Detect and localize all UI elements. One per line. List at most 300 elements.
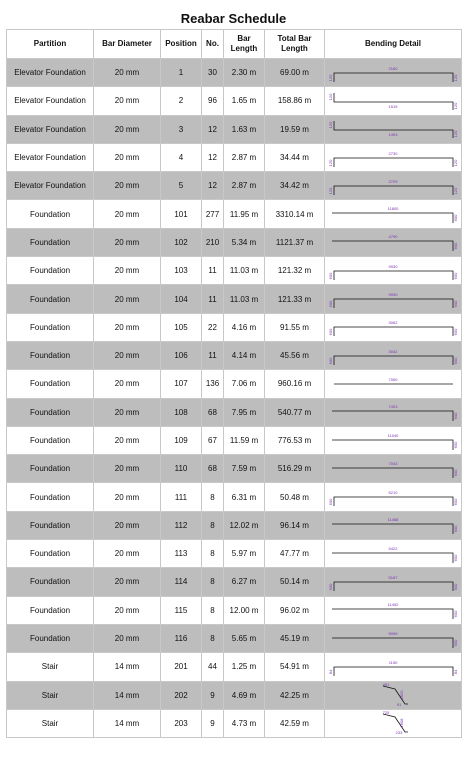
cell-partition: Stair bbox=[7, 681, 94, 709]
table-row bbox=[7, 143, 462, 171]
cell-count: 22 bbox=[202, 313, 224, 341]
col-header-position: Position bbox=[161, 30, 202, 59]
cell-partition: Foundation bbox=[7, 455, 94, 483]
cell-partition: Foundation bbox=[7, 257, 94, 285]
cell-count: 210 bbox=[202, 228, 224, 256]
cell-position: 202 bbox=[161, 681, 202, 709]
cell-total-bar-length: 34.42 m bbox=[265, 172, 325, 200]
bend-label-right-leg: 600 bbox=[452, 498, 458, 506]
cell-position: 103 bbox=[161, 257, 202, 285]
cell-bar-length: 11.03 m bbox=[224, 257, 265, 285]
bar-shape-l bbox=[332, 411, 453, 421]
cell-bar-length: 4.16 m bbox=[224, 313, 265, 341]
bend-label-main: 11452 bbox=[387, 602, 398, 608]
cell-position: 105 bbox=[161, 313, 202, 341]
cell-position: 107 bbox=[161, 370, 202, 398]
table-row bbox=[7, 228, 462, 256]
cell-count: 11 bbox=[202, 285, 224, 313]
bar-shape-u bbox=[334, 299, 453, 308]
cell-count: 12 bbox=[202, 143, 224, 171]
cell-partition: Elevator Foundation bbox=[7, 115, 94, 143]
table-row bbox=[7, 59, 462, 87]
cell-total-bar-length: 91.55 m bbox=[265, 313, 325, 341]
cell-partition: Foundation bbox=[7, 313, 94, 341]
table-row bbox=[7, 398, 462, 426]
cell-bending-detail bbox=[325, 370, 462, 398]
cell-bar-diameter: 20 mm bbox=[94, 398, 161, 426]
table-row bbox=[7, 87, 462, 115]
bending-detail-diagram bbox=[329, 116, 458, 142]
cell-bar-diameter: 20 mm bbox=[94, 455, 161, 483]
cell-bending-detail bbox=[325, 285, 462, 313]
table-row bbox=[7, 596, 462, 624]
bend-label-slope: 1608 bbox=[398, 719, 404, 728]
cell-total-bar-length: 96.02 m bbox=[265, 596, 325, 624]
cell-bar-length: 1.25 m bbox=[224, 653, 265, 681]
bend-label-bottom: 91 bbox=[396, 702, 401, 708]
cell-count: 9 bbox=[202, 681, 224, 709]
cell-position: 109 bbox=[161, 426, 202, 454]
cell-bar-length: 6.27 m bbox=[224, 568, 265, 596]
bending-detail-diagram bbox=[329, 343, 458, 369]
cell-count: 8 bbox=[202, 568, 224, 596]
bar-shape-l bbox=[332, 609, 453, 619]
cell-partition: Elevator Foundation bbox=[7, 87, 94, 115]
cell-total-bar-length: 50.14 m bbox=[265, 568, 325, 596]
bend-label-left-leg: 120 bbox=[327, 93, 333, 101]
bar-shape-l bbox=[332, 524, 453, 534]
bend-label-bottom: 233 bbox=[395, 730, 402, 736]
table-row bbox=[7, 257, 462, 285]
bending-detail-diagram bbox=[329, 145, 458, 171]
bending-detail-diagram bbox=[329, 626, 458, 652]
cell-bending-detail bbox=[325, 87, 462, 115]
cell-total-bar-length: 121.32 m bbox=[265, 257, 325, 285]
bend-label-left-leg: 84 bbox=[327, 669, 333, 675]
cell-count: 8 bbox=[202, 540, 224, 568]
table-row bbox=[7, 115, 462, 143]
col-header-count: No. bbox=[202, 30, 224, 59]
cell-position: 114 bbox=[161, 568, 202, 596]
cell-bar-length: 7.59 m bbox=[224, 455, 265, 483]
table-row bbox=[7, 313, 462, 341]
table-row bbox=[7, 455, 462, 483]
cell-count: 68 bbox=[202, 455, 224, 483]
cell-bar-diameter: 20 mm bbox=[94, 59, 161, 87]
bend-label-leg: 600 bbox=[452, 214, 458, 222]
cell-count: 11 bbox=[202, 341, 224, 369]
bend-label-right-leg: 600 bbox=[452, 272, 458, 280]
cell-count: 11 bbox=[202, 257, 224, 285]
bar-shape-stair bbox=[383, 686, 408, 704]
cell-bar-diameter: 20 mm bbox=[94, 313, 161, 341]
cell-position: 115 bbox=[161, 596, 202, 624]
cell-total-bar-length: 540.77 m bbox=[265, 398, 325, 426]
bending-detail-diagram bbox=[329, 60, 458, 86]
cell-bending-detail bbox=[325, 681, 462, 709]
cell-bar-diameter: 20 mm bbox=[94, 115, 161, 143]
bar-shape-u bbox=[334, 186, 453, 195]
cell-bending-detail bbox=[325, 540, 462, 568]
bar-shape-l bbox=[332, 241, 453, 251]
bend-label-left-leg: 600 bbox=[327, 498, 333, 506]
cell-bar-diameter: 20 mm bbox=[94, 624, 161, 652]
bend-label-right-leg: 84 bbox=[452, 669, 458, 675]
cell-count: 12 bbox=[202, 115, 224, 143]
bending-detail-diagram bbox=[329, 682, 458, 708]
bend-label-main: 7403 bbox=[388, 404, 397, 410]
cell-bar-length: 5.65 m bbox=[224, 624, 265, 652]
cell-count: 9 bbox=[202, 709, 224, 737]
cell-bar-diameter: 20 mm bbox=[94, 370, 161, 398]
bend-label-main: 1150 bbox=[388, 659, 397, 665]
bend-label-main: 9930 bbox=[388, 263, 397, 269]
cell-total-bar-length: 54.91 m bbox=[265, 653, 325, 681]
bend-label-leg: 600 bbox=[452, 441, 458, 448]
table-row bbox=[7, 681, 462, 709]
cell-bending-detail bbox=[325, 455, 462, 483]
cell-total-bar-length: 121.33 m bbox=[265, 285, 325, 313]
table-row bbox=[7, 540, 462, 568]
cell-bar-diameter: 20 mm bbox=[94, 568, 161, 596]
rebar-schedule-table bbox=[6, 29, 462, 738]
cell-bar-length: 2.30 m bbox=[224, 59, 265, 87]
cell-count: 8 bbox=[202, 511, 224, 539]
bend-label-main: 11040 bbox=[387, 432, 398, 438]
cell-bending-detail bbox=[325, 313, 462, 341]
cell-bending-detail bbox=[325, 143, 462, 171]
bend-label-right-leg: 120 bbox=[452, 130, 458, 138]
bend-label-main: 3042 bbox=[388, 348, 397, 354]
cell-bar-diameter: 20 mm bbox=[94, 143, 161, 171]
col-header-bar-length: Bar Length bbox=[224, 30, 265, 59]
table-row bbox=[7, 370, 462, 398]
bend-label-right-leg: 600 bbox=[452, 328, 458, 336]
bending-detail-diagram bbox=[329, 371, 458, 397]
cell-partition: Foundation bbox=[7, 540, 94, 568]
table-row bbox=[7, 653, 462, 681]
bend-label-main: 5167 bbox=[388, 574, 397, 580]
bend-label-left-leg: 120 bbox=[327, 121, 333, 129]
cell-bar-length: 4.14 m bbox=[224, 341, 265, 369]
bend-label-main: 5210 bbox=[388, 490, 397, 496]
bend-label-main: 11468 bbox=[387, 517, 398, 523]
col-header-total-bar-length: Total Bar Length bbox=[265, 30, 325, 59]
table-row bbox=[7, 341, 462, 369]
cell-bending-detail bbox=[325, 228, 462, 256]
bending-detail-diagram bbox=[329, 201, 458, 227]
cell-bending-detail bbox=[325, 59, 462, 87]
cell-partition: Stair bbox=[7, 653, 94, 681]
cell-bar-diameter: 20 mm bbox=[94, 200, 161, 228]
bend-label-main: 3062 bbox=[388, 320, 397, 326]
cell-partition: Elevator Foundation bbox=[7, 59, 94, 87]
bar-shape-u bbox=[334, 271, 453, 280]
bend-label-main: 7043 bbox=[388, 460, 397, 466]
cell-total-bar-length: 45.56 m bbox=[265, 341, 325, 369]
cell-position: 104 bbox=[161, 285, 202, 313]
bending-detail-diagram bbox=[329, 569, 458, 595]
cell-count: 44 bbox=[202, 653, 224, 681]
cell-bar-length: 12.02 m bbox=[224, 511, 265, 539]
cell-total-bar-length: 1121.37 m bbox=[265, 228, 325, 256]
cell-bar-length: 5.97 m bbox=[224, 540, 265, 568]
cell-position: 112 bbox=[161, 511, 202, 539]
cell-total-bar-length: 45.19 m bbox=[265, 624, 325, 652]
cell-partition: Foundation bbox=[7, 624, 94, 652]
table-row bbox=[7, 172, 462, 200]
bend-label-left-leg: 600 bbox=[327, 357, 333, 364]
cell-bar-diameter: 20 mm bbox=[94, 87, 161, 115]
cell-bar-diameter: 20 mm bbox=[94, 511, 161, 539]
bend-label-main: 5422 bbox=[388, 545, 397, 551]
bend-label-main: 9930 bbox=[388, 292, 397, 298]
bend-label-leg: 600 bbox=[452, 469, 458, 477]
cell-count: 67 bbox=[202, 426, 224, 454]
cell-count: 96 bbox=[202, 87, 224, 115]
bend-label-main: 1515 bbox=[388, 103, 397, 109]
bend-label-main: 4790 bbox=[388, 234, 397, 240]
cell-bending-detail bbox=[325, 709, 462, 737]
cell-partition: Foundation bbox=[7, 341, 94, 369]
bend-label-leg: 600 bbox=[452, 610, 458, 618]
bend-label-left-leg: 120 bbox=[327, 159, 333, 166]
bar-shape-u bbox=[334, 667, 453, 676]
cell-bar-length: 5.34 m bbox=[224, 228, 265, 256]
cell-position: 110 bbox=[161, 455, 202, 483]
bend-label-main: 7060 bbox=[388, 376, 397, 382]
cell-bending-detail bbox=[325, 115, 462, 143]
cell-bending-detail bbox=[325, 200, 462, 228]
cell-position: 113 bbox=[161, 540, 202, 568]
col-header-bending-detail: Bending Detail bbox=[325, 30, 462, 59]
bar-shape-u bbox=[334, 356, 453, 365]
table-row bbox=[7, 568, 462, 596]
bar-shape-l bbox=[332, 440, 453, 450]
cell-bending-detail bbox=[325, 483, 462, 511]
schedule-title: Reabar Schedule bbox=[180, 11, 287, 26]
bar-shape-l bbox=[332, 638, 453, 648]
cell-total-bar-length: 19.59 m bbox=[265, 115, 325, 143]
bend-label-main: 2160 bbox=[388, 65, 397, 71]
header-row bbox=[7, 30, 462, 59]
bend-label-right-leg: 120 bbox=[452, 159, 458, 166]
bend-label-leg: 600 bbox=[452, 639, 458, 646]
bend-label-main: 11800 bbox=[387, 206, 398, 212]
cell-partition: Foundation bbox=[7, 511, 94, 539]
cell-total-bar-length: 776.53 m bbox=[265, 426, 325, 454]
bar-shape-u bbox=[334, 73, 453, 82]
cell-position: 201 bbox=[161, 653, 202, 681]
cell-bar-diameter: 20 mm bbox=[94, 228, 161, 256]
cell-bar-diameter: 20 mm bbox=[94, 540, 161, 568]
bend-label-main: 2729 bbox=[388, 178, 397, 184]
cell-bar-diameter: 20 mm bbox=[94, 483, 161, 511]
bend-label-left-leg: 600 bbox=[327, 300, 333, 308]
cell-bar-diameter: 20 mm bbox=[94, 426, 161, 454]
bar-shape-l bbox=[332, 468, 453, 478]
cell-bar-diameter: 20 mm bbox=[94, 257, 161, 285]
bar-shape-u bbox=[334, 497, 453, 506]
cell-total-bar-length: 516.29 m bbox=[265, 455, 325, 483]
cell-position: 101 bbox=[161, 200, 202, 228]
bending-detail-diagram bbox=[329, 173, 458, 199]
bending-detail-diagram bbox=[329, 654, 458, 680]
cell-count: 68 bbox=[202, 398, 224, 426]
bend-label-top: 491 bbox=[382, 682, 389, 688]
cell-partition: Elevator Foundation bbox=[7, 143, 94, 171]
cell-count: 30 bbox=[202, 59, 224, 87]
cell-bar-length: 11.03 m bbox=[224, 285, 265, 313]
bending-detail-diagram bbox=[329, 456, 458, 482]
cell-count: 136 bbox=[202, 370, 224, 398]
table-row bbox=[7, 483, 462, 511]
bending-detail-diagram bbox=[329, 428, 458, 454]
cell-bar-diameter: 20 mm bbox=[94, 596, 161, 624]
bend-label-left-leg: 600 bbox=[327, 272, 333, 280]
cell-bar-diameter: 14 mm bbox=[94, 681, 161, 709]
cell-position: 1 bbox=[161, 59, 202, 87]
rebar-schedule-sheet bbox=[6, 9, 461, 738]
cell-position: 116 bbox=[161, 624, 202, 652]
cell-count: 8 bbox=[202, 596, 224, 624]
cell-partition: Foundation bbox=[7, 568, 94, 596]
cell-count: 8 bbox=[202, 624, 224, 652]
bend-label-leg: 600 bbox=[452, 554, 458, 562]
bending-detail-diagram bbox=[329, 710, 458, 736]
cell-total-bar-length: 3310.14 m bbox=[265, 200, 325, 228]
cell-bar-length: 4.69 m bbox=[224, 681, 265, 709]
bend-label-right-leg: 600 bbox=[452, 357, 458, 364]
cell-partition: Foundation bbox=[7, 398, 94, 426]
cell-bending-detail bbox=[325, 426, 462, 454]
cell-bar-diameter: 20 mm bbox=[94, 285, 161, 313]
cell-bending-detail bbox=[325, 511, 462, 539]
bend-label-right-leg: 120 bbox=[452, 187, 458, 195]
bar-shape-l bbox=[332, 553, 453, 563]
cell-bar-length: 4.73 m bbox=[224, 709, 265, 737]
table-row bbox=[7, 200, 462, 228]
bending-detail-diagram bbox=[329, 286, 458, 312]
cell-position: 102 bbox=[161, 228, 202, 256]
cell-position: 203 bbox=[161, 709, 202, 737]
bend-label-main: 5099 bbox=[388, 630, 397, 636]
cell-bar-diameter: 20 mm bbox=[94, 341, 161, 369]
cell-total-bar-length: 96.14 m bbox=[265, 511, 325, 539]
cell-partition: Foundation bbox=[7, 200, 94, 228]
bend-label-left-leg: 120 bbox=[327, 74, 333, 81]
cell-partition: Foundation bbox=[7, 285, 94, 313]
bend-label-right-leg: 600 bbox=[452, 300, 458, 308]
cell-bar-length: 11.95 m bbox=[224, 200, 265, 228]
bending-detail-diagram bbox=[329, 597, 458, 623]
bend-label-left-leg: 120 bbox=[327, 187, 333, 195]
cell-partition: Foundation bbox=[7, 596, 94, 624]
bend-label-leg: 600 bbox=[452, 412, 458, 420]
cell-bending-detail bbox=[325, 257, 462, 285]
bend-label-main: 1493 bbox=[388, 132, 397, 138]
cell-position: 111 bbox=[161, 483, 202, 511]
cell-bending-detail bbox=[325, 398, 462, 426]
bending-detail-diagram bbox=[329, 512, 458, 538]
cell-total-bar-length: 158.86 m bbox=[265, 87, 325, 115]
bending-detail-diagram bbox=[329, 88, 458, 114]
bend-label-left-leg: 600 bbox=[327, 583, 333, 591]
cell-bending-detail bbox=[325, 653, 462, 681]
bending-detail-diagram bbox=[329, 399, 458, 425]
cell-total-bar-length: 960.16 m bbox=[265, 370, 325, 398]
cell-total-bar-length: 50.48 m bbox=[265, 483, 325, 511]
cell-partition: Foundation bbox=[7, 370, 94, 398]
cell-bending-detail bbox=[325, 172, 462, 200]
cell-bar-length: 6.31 m bbox=[224, 483, 265, 511]
table-row bbox=[7, 285, 462, 313]
bar-shape-l bbox=[332, 213, 453, 223]
bend-label-slope: 1820 bbox=[398, 690, 404, 700]
bend-label-right-leg: 600 bbox=[452, 583, 458, 591]
cell-count: 8 bbox=[202, 483, 224, 511]
cell-bar-length: 1.63 m bbox=[224, 115, 265, 143]
cell-bar-length: 7.06 m bbox=[224, 370, 265, 398]
cell-total-bar-length: 42.59 m bbox=[265, 709, 325, 737]
bending-detail-diagram bbox=[329, 229, 458, 255]
cell-bending-detail bbox=[325, 624, 462, 652]
bending-detail-diagram bbox=[329, 314, 458, 340]
cell-bar-length: 11.59 m bbox=[224, 426, 265, 454]
col-header-bar-diameter: Bar Diameter bbox=[94, 30, 161, 59]
cell-position: 4 bbox=[161, 143, 202, 171]
bar-shape-u bbox=[334, 158, 453, 167]
cell-bending-detail bbox=[325, 568, 462, 596]
cell-partition: Foundation bbox=[7, 483, 94, 511]
table-row bbox=[7, 426, 462, 454]
bend-label-left-leg: 600 bbox=[327, 328, 333, 336]
bend-label-leg: 600 bbox=[452, 243, 458, 250]
bend-label-top: 725 bbox=[382, 710, 389, 716]
cell-partition: Stair bbox=[7, 709, 94, 737]
col-header-partition: Partition bbox=[7, 30, 94, 59]
cell-position: 5 bbox=[161, 172, 202, 200]
bend-label-main: 2730 bbox=[388, 150, 397, 156]
bending-detail-diagram bbox=[329, 541, 458, 567]
cell-partition: Elevator Foundation bbox=[7, 172, 94, 200]
cell-bending-detail bbox=[325, 341, 462, 369]
cell-bar-length: 2.87 m bbox=[224, 143, 265, 171]
bending-detail-diagram bbox=[329, 258, 458, 284]
table-row bbox=[7, 624, 462, 652]
cell-bar-length: 12.00 m bbox=[224, 596, 265, 624]
cell-bar-diameter: 20 mm bbox=[94, 172, 161, 200]
bend-label-right-leg: 120 bbox=[452, 74, 458, 81]
bend-label-right-leg: 120 bbox=[452, 102, 458, 110]
bend-label-leg: 600 bbox=[452, 526, 458, 533]
cell-bar-diameter: 14 mm bbox=[94, 709, 161, 737]
cell-bar-length: 7.95 m bbox=[224, 398, 265, 426]
cell-bar-diameter: 14 mm bbox=[94, 653, 161, 681]
bending-detail-diagram bbox=[329, 484, 458, 510]
cell-partition: Foundation bbox=[7, 228, 94, 256]
cell-position: 108 bbox=[161, 398, 202, 426]
cell-total-bar-length: 69.00 m bbox=[265, 59, 325, 87]
schedule-body bbox=[7, 59, 462, 738]
table-row bbox=[7, 709, 462, 737]
bar-shape-u bbox=[334, 327, 453, 336]
cell-bending-detail bbox=[325, 596, 462, 624]
cell-position: 2 bbox=[161, 87, 202, 115]
bar-shape-u bbox=[334, 582, 453, 591]
cell-partition: Foundation bbox=[7, 426, 94, 454]
cell-total-bar-length: 34.44 m bbox=[265, 143, 325, 171]
